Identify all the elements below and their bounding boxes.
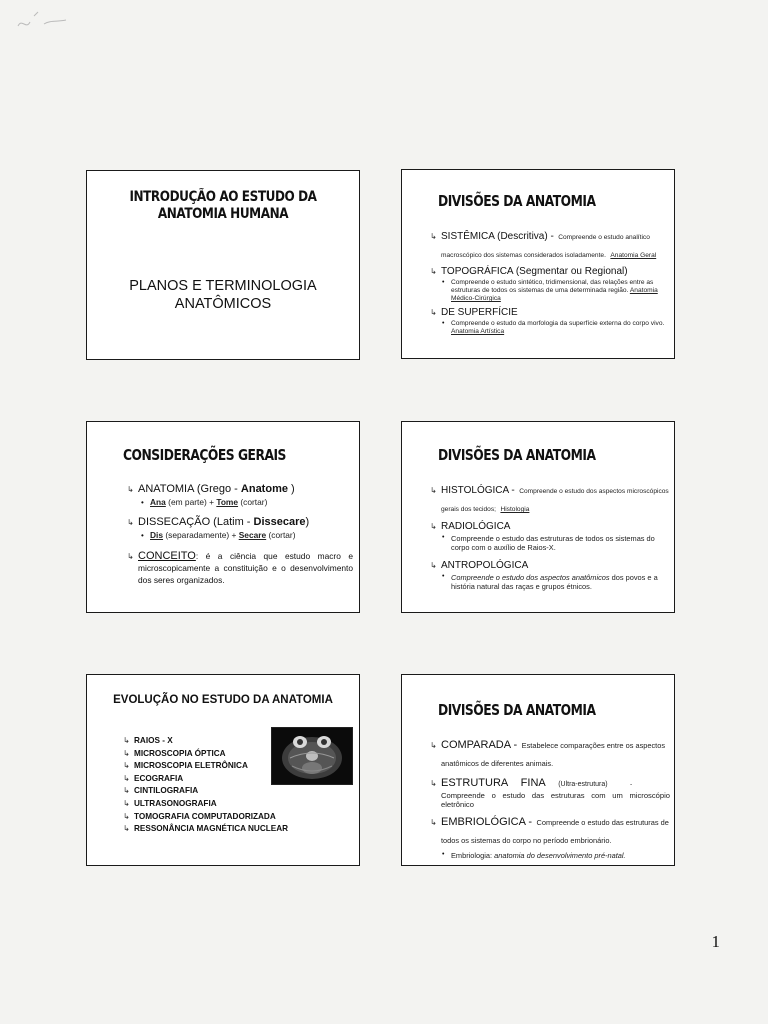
- arrow-bullet-icon: ↳: [123, 811, 130, 821]
- bullet-icon: •: [442, 534, 445, 541]
- list-item: ↳ RADIOLÓGICA: [430, 521, 511, 532]
- arrow-bullet-icon: ↳: [123, 773, 130, 783]
- slide-divisoes-1: [401, 169, 675, 359]
- list-item: ↳ ECOGRAFIA: [123, 773, 184, 783]
- sub-item: • Compreende o estudo da morfologia da superfície externa do corpo vivo. Anatomia Artística: [442, 320, 665, 335]
- list-item: ↳ ULTRASONOGRAFIA: [123, 798, 217, 808]
- arrow-bullet-icon: ↳: [430, 308, 437, 317]
- arrow-bullet-icon: ↳: [123, 798, 130, 808]
- slide-body: [430, 226, 670, 336]
- slide-title: DIVISÕES DA ANATOMIA: [438, 446, 596, 464]
- bullet-icon: •: [442, 320, 445, 327]
- sub-item: • Embriologia: anatomia do desenvolvimento pré-natal.: [442, 851, 626, 860]
- scribble-mark: [14, 8, 74, 38]
- list-item: ↳ DE SUPERFÍCIE: [430, 307, 518, 318]
- slide-body: [430, 480, 670, 591]
- list-item: ↳ DISSECAÇÃO (Latim - Dissecare): [127, 516, 310, 528]
- list-item: ↳ TOMOGRAFIA COMPUTADORIZADA: [123, 811, 276, 821]
- arrow-bullet-icon: ↳: [123, 748, 130, 758]
- list-item: ↳ MICROSCOPIA ÓPTICA: [123, 748, 226, 758]
- slide-title: CONSIDERAÇÕES GERAIS: [123, 446, 286, 464]
- list-item: ↳ CINTILOGRAFIA: [123, 786, 199, 796]
- list-item: ↳ SISTÊMICA (Descritiva) - Compreende o estudo analítico macroscópico dos sistemas considerados isoladamente. Anatomia Geral: [430, 231, 657, 259]
- arrow-bullet-icon: ↳: [127, 485, 134, 494]
- list-item: ↳ ANATOMIA (Grego - Anatome ): [127, 483, 295, 495]
- slide-body: [127, 482, 353, 587]
- arrow-bullet-icon: ↳: [123, 786, 130, 796]
- slide-introducao: [86, 170, 360, 360]
- bullet-icon: •: [442, 573, 445, 580]
- list-item: ↳ RESSONÂNCIA MAGNÉTICA NUCLEAR: [123, 824, 289, 834]
- list-item: ↳ ANTROPOLÓGICA: [430, 560, 529, 571]
- mri-brain-image: [271, 727, 353, 785]
- page-number: 1: [711, 932, 720, 951]
- list-item: ↳ ESTRUTURA FINA (Ultra-estrutura) - Compreende o estudo das estruturas com um microscópio eletrônico: [430, 777, 670, 809]
- sub-item: • Dis (separadamente) + Secare (cortar): [141, 530, 296, 540]
- slide-evolucao: [86, 674, 360, 866]
- arrow-bullet-icon: ↳: [127, 552, 134, 561]
- bullet-icon: •: [442, 279, 445, 286]
- list-item: ↳ COMPARADA - Estabelece comparações entre os aspectos anatômicos de diferentes animais.: [430, 739, 666, 768]
- bullet-icon: •: [141, 498, 144, 507]
- arrow-bullet-icon: ↳: [430, 522, 437, 531]
- bullet-icon: •: [141, 531, 144, 540]
- slide-consideracoes: [86, 421, 360, 613]
- sub-item: • Compreende o estudo dos aspectos anatômicos dos povos e a história natural das raças e grupos étnicos.: [442, 573, 658, 591]
- arrow-bullet-icon: ↳: [123, 761, 130, 771]
- sub-item: • Ana (em parte) + Tome (cortar): [141, 497, 268, 507]
- slide-divisoes-2: [401, 421, 675, 613]
- sub-item: • Compreende o estudo das estruturas de todos os sistemas do corpo com o auxílio de Raios-X.: [442, 534, 655, 552]
- list-item: ↳ CONCEITO: é a ciência que estudo macro e microscopicamente a constituição e o desenvolvimento dos seres organizados.: [127, 550, 353, 585]
- slide-subtitle: PLANOS E TERMINOLOGIA ANATÔMICOS: [129, 278, 317, 312]
- arrow-bullet-icon: ↳: [430, 486, 437, 495]
- arrow-bullet-icon: ↳: [430, 232, 437, 241]
- sub-item: • Compreende o estudo sintético, tridimensional, das relações entre as estruturas de todos os sistemas de uma determinada região. Anatomia Médico-Cirúrgica: [442, 279, 658, 302]
- slide-title: DIVISÕES DA ANATOMIA: [438, 192, 596, 210]
- slide-divisoes-3: [401, 674, 675, 866]
- arrow-bullet-icon: ↳: [123, 736, 130, 745]
- list-item: ↳ MICROSCOPIA ELETRÔNICA: [123, 761, 248, 771]
- list-item: ↳ HISTOLÓGICA - Compreende o estudo dos aspectos microscópicos gerais dos tecidos; Histologia: [430, 485, 669, 513]
- arrow-bullet-icon: ↳: [430, 779, 437, 788]
- list-item: ↳ TOPOGRÁFICA (Segmentar ou Regional): [430, 266, 628, 277]
- arrow-bullet-icon: ↳: [430, 818, 437, 827]
- arrow-bullet-icon: ↳: [430, 561, 437, 570]
- arrow-bullet-icon: ↳: [127, 518, 134, 527]
- bullet-icon: •: [442, 851, 445, 858]
- slide-title: DIVISÕES DA ANATOMIA: [438, 701, 596, 719]
- slide-title: EVOLUÇÃO NO ESTUDO DA ANATOMIA: [113, 694, 333, 706]
- list-item: ↳ EMBRIOLÓGICA - Compreende o estudo das estruturas de todos os sistemas do corpo no período embrionário.: [430, 816, 669, 845]
- slide-title: INTRODUÇÃO AO ESTUDO DA ANATOMIA HUMANA: [129, 189, 317, 222]
- arrow-bullet-icon: ↳: [430, 267, 437, 276]
- technique-list: [123, 735, 288, 836]
- arrow-bullet-icon: ↳: [430, 741, 437, 750]
- slide-body: [430, 735, 670, 860]
- arrow-bullet-icon: ↳: [123, 824, 130, 834]
- list-item: ↳ RAIOS - X: [123, 736, 173, 745]
